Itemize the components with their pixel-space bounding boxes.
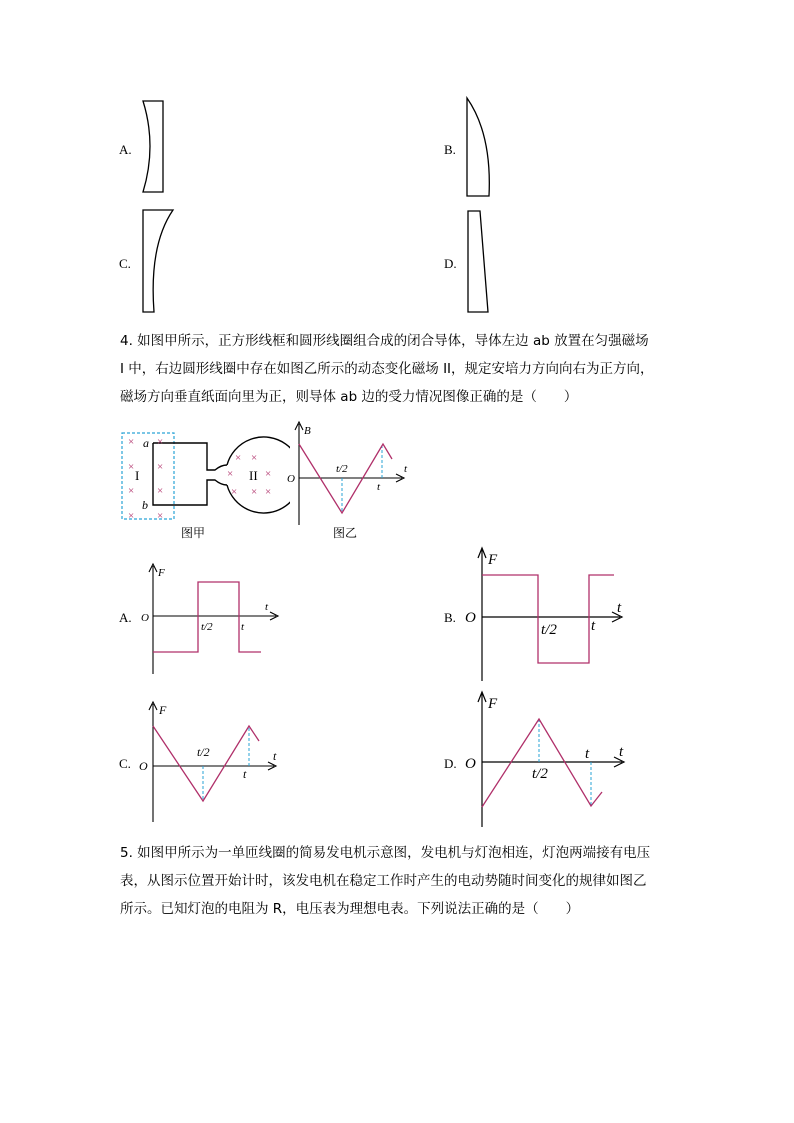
svg-text:×: × [128, 461, 135, 473]
svg-text:O: O [139, 759, 148, 773]
option-d-label: D. [444, 256, 457, 271]
option-d-lens-figure [460, 205, 500, 317]
q4-option-d-label: D. [444, 756, 457, 771]
circular-coil [227, 437, 290, 513]
q4-option-b-graph [464, 546, 634, 684]
svg-text:×: × [128, 485, 135, 497]
svg-text:O: O [465, 756, 476, 772]
svg-text:×: × [251, 486, 258, 498]
figure-yi-b-t-graph [284, 420, 414, 530]
svg-text:t: t [265, 601, 269, 613]
svg-text:t: t [591, 618, 596, 634]
svg-text:×: × [251, 452, 258, 464]
q5-line-3: 所示。已知灯泡的电阻为 R，电压表为理想电表。下列说法正确的是（ ） [120, 901, 580, 917]
svg-text:×: × [128, 436, 135, 448]
option-b-label: B. [444, 142, 456, 157]
label-b: b [142, 498, 148, 512]
question-5-text [120, 839, 680, 923]
option-c-label: C. [119, 256, 131, 271]
q4-option-b-label: B. [444, 610, 456, 625]
svg-text:B: B [304, 425, 311, 437]
option-a-label: A. [119, 142, 132, 157]
svg-text:t/2: t/2 [201, 621, 213, 633]
option-c-lens-figure [135, 205, 180, 317]
option-a-lens-figure [135, 96, 175, 200]
svg-text:F: F [159, 703, 167, 717]
svg-text:O: O [287, 473, 295, 485]
svg-text:t: t [273, 749, 277, 763]
svg-text:×: × [265, 468, 272, 480]
q5-line-2: 表，从图示位置开始计时，该发电机在稳定工作时产生的电动势随时间变化的规律如图乙 [120, 873, 647, 889]
label-a: a [143, 436, 149, 450]
q4-line-2: I 中，右边圆形线圈中存在如图乙所示的动态变化磁场 II，规定安培力方向向右为正方向， [120, 361, 654, 377]
svg-text:×: × [128, 510, 135, 522]
q4-option-c-label: C. [119, 756, 131, 771]
figure-jia-caption: 图甲 [181, 526, 206, 540]
svg-text:t: t [617, 600, 622, 616]
svg-text:F: F [158, 567, 165, 579]
svg-text:t/2: t/2 [336, 463, 348, 475]
svg-text:O: O [465, 610, 476, 626]
svg-text:t: t [243, 767, 247, 781]
svg-text:t: t [404, 463, 408, 475]
svg-text:t: t [241, 621, 245, 633]
svg-text:×: × [231, 486, 238, 498]
q4-option-d-graph [464, 690, 634, 830]
q4-option-a-graph [138, 562, 288, 680]
svg-text:×: × [157, 461, 164, 473]
q5-line-1: 5. 如图甲所示为一单匝线圈的简易发电机示意图，发电机与灯泡相连，灯泡两端接有电压 [120, 845, 651, 861]
svg-text:t: t [377, 481, 381, 493]
svg-text:×: × [157, 485, 164, 497]
q4-line-1: 4. 如图甲所示，正方形线框和圆形线圈组合成的闭合导体，导体左边 ab 放置在匀强磁场 [120, 333, 649, 349]
svg-text:×: × [235, 452, 242, 464]
svg-text:O: O [141, 612, 149, 624]
svg-text:F: F [488, 552, 498, 568]
svg-text:t/2: t/2 [541, 622, 557, 638]
region-i-label: I [135, 468, 140, 483]
svg-text:F: F [488, 696, 498, 712]
svg-text:t/2: t/2 [532, 766, 548, 782]
q4-option-c-graph [138, 700, 288, 825]
q4-line-3: 磁场方向垂直纸面向里为正，则导体 ab 边的受力情况图像正确的是（ ） [120, 389, 578, 405]
svg-text:t: t [619, 744, 624, 760]
svg-text:t: t [585, 746, 590, 762]
region-ii-label: II [249, 468, 258, 483]
option-b-lens-figure [460, 94, 500, 202]
figure-yi-caption: 图乙 [333, 526, 358, 540]
svg-text:×: × [227, 468, 234, 480]
svg-text:×: × [157, 436, 164, 448]
q4-option-a-label: A. [119, 610, 132, 625]
question-4-text [120, 327, 680, 411]
svg-text:t/2: t/2 [197, 745, 210, 759]
svg-text:×: × [157, 510, 164, 522]
figure-jia-circuit [115, 425, 290, 525]
svg-text:×: × [265, 486, 272, 498]
